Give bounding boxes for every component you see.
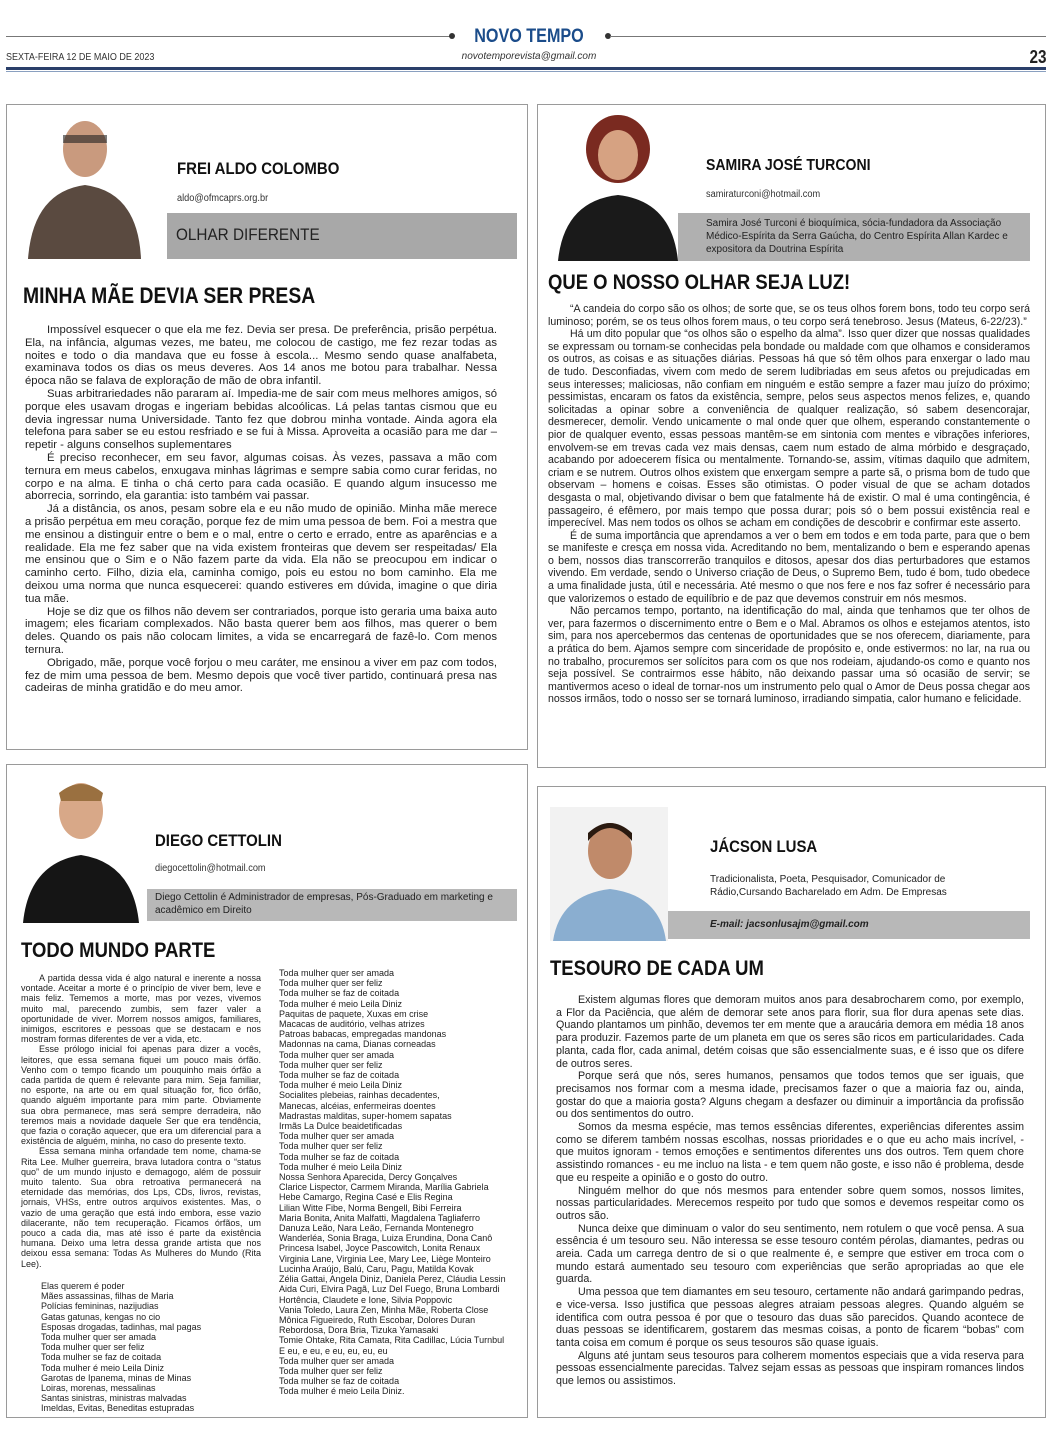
paragraph: Impossível esquecer o que ela me fez. Devia ser presa. De preferência, prisão perpétua. Ela, na infância, algumas vezes, me bateu, me colocou de castigo, me fez rezar todas as noites e todo o dia mandava que eu fosse à escola... Mesmo sendo quase analfabeta, examinava todos os dias os meus deveres. Aos 14 anos me botou para trabalhar. Nessa época não se falava de exploração de mão de obra infantil. xyxy=(25,324,497,388)
paragraph: Porque será que nós, seres humanos, pensamos que todos temos que ser iguais, que precisamos nos formar com a mesma idade, precisamos fazer o que a maioria faz ou, ainda, gostar do que a maioria gosta? Alguns chegam a desfazer ou diminuir a importância da profissão ou dos sentimentos do outro. xyxy=(556,1070,1024,1121)
lyric-line: Mães assassinas, filhas de Maria xyxy=(41,1291,174,1302)
lyric-line: Madonnas na cama, Dianas corneadas xyxy=(279,1039,436,1050)
lyric-line: Clarice Lispector, Carmem Miranda, Marília Gabriela xyxy=(279,1182,489,1193)
lyric-line: Toda mulher quer ser feliz xyxy=(279,1141,383,1152)
lyric-line: Princesa Isabel, Joyce Pascowitch, Lonita Renaux xyxy=(279,1243,481,1254)
author-photo xyxy=(550,807,668,941)
lyric-line: Imeldas, Evitas, Beneditas estupradas xyxy=(41,1403,195,1414)
lyric-line: Toda mulher quer ser feliz xyxy=(279,978,383,989)
issue-date: SEXTA-FEIRA 12 DE MAIO DE 2023 xyxy=(6,52,155,63)
paragraph: Existem algumas flores que demoram muitos anos para desabrocharem como, por exemplo, a Flor da Paciência, que além de demorar sete anos para florir, sua flor dura apenas sete dias. Quando plantamos um pinhão, devemos ter em mente que a araucária demora em média 18 anos para produzir. Fazemos parte de um planeta em que os seres são ricos em particularidades. Cada planta, cada flor, cada animal, detém coisas que são essencialmente suas, e é isso que os difere de outros seres. xyxy=(556,994,1024,1070)
author-bio: Samira José Turconi é bioquímica, sócia-fundadora da Associação Médico-Espírita da Serra Gaúcha, do Centro Espírita Allan Kardec e expositora da Doutrina Espírita xyxy=(706,218,1008,255)
lyric-line: Toda mulher quer ser amada xyxy=(41,1331,157,1342)
author-bio-bar xyxy=(147,889,517,921)
column-name-bar xyxy=(167,213,517,259)
lyric-line: Mônica Figueiredo, Ruth Escobar, Dolores Duran xyxy=(279,1314,476,1325)
page-number: 23 xyxy=(1029,47,1047,67)
lyric-line: Patroas babacas, empregadas mandonas xyxy=(279,1029,447,1040)
author-email[interactable]: aldo@ofmcaprs.org.br xyxy=(177,193,269,204)
article-jacson xyxy=(537,786,1046,1418)
column-name: OLHAR DIFERENTE xyxy=(176,225,320,244)
lyric-line: Socialites plebeias, rainhas decadentes, xyxy=(279,1090,440,1101)
lyric-line: Hebe Camargo, Regina Casé e Elis Regina xyxy=(279,1192,453,1203)
header-divider xyxy=(6,67,1046,70)
lyric-line: E eu, e eu, e eu, eu, eu, eu xyxy=(279,1345,388,1356)
lyric-line: Toda mulher é meio Leila Diniz. xyxy=(279,1386,405,1397)
lyric-line: Madrastas malditas, super-homem sapatas xyxy=(279,1110,452,1121)
lyrics-left xyxy=(21,1281,261,1414)
lyric-line: Esposas drogadas, tadinhas, mal pagas xyxy=(41,1321,202,1332)
article-body-left xyxy=(21,973,261,1414)
paragraph: Essa semana minha orfandade tem nome, chama-se Rita Lee. Mulher guerreira, brava lutadora contra o “status quo” de um mundo injusto e demagogo, além de possuir muito talento. Sua obra retroativa permanecerá na eternidade das memórias, dos Lps, CDs, livros, revistas, jornais, VHSs, entre outros arquivos existentes. Mas, o vazio de uma geração que está indo embora, esse vazio dilacerante, não tem recuperação. Ficamos órfãos, um pouco a cada dia, mas até isso é parte da existência humana. Deixo uma letra dessa grande artista que nos deixou essa semana: Todas As Mulheres do Mundo (Rita Lee). xyxy=(21,1146,261,1269)
author-bio: Diego Cettolin é Administrador de empresas, Pós-Graduado em marketing e acadêmico em Direito xyxy=(155,892,493,916)
lyric-line: Lilian Witte Fibe, Norma Bengell, Bibi Ferreira xyxy=(279,1202,462,1213)
lyric-line: Toda mulher quer ser feliz xyxy=(279,1365,383,1376)
lyric-line: Garotas de Ipanema, minas de Minas xyxy=(41,1372,192,1383)
lyric-line: Rebordosa, Dora Bria, Tizuka Yamasaki xyxy=(279,1325,439,1336)
lyric-line: Toda mulher quer ser feliz xyxy=(41,1342,145,1353)
masthead: NOVO TEMPO xyxy=(474,26,584,47)
paragraph: Uma pessoa que tem diamantes em seu tesouro, certamente não andará garimpando pedras, e vice-versa. Isso justifica que pessoas alegres atraiam pessoas alegres. Quando alguém se identifica com outra pessoa é por que o tesouro das duas são parecidos. Quando acontece de duas pessoas se identificarem, gostarem das mesmas coisas, a ponto de ficarem “bobas” com tanta coisa em comum é porque os seus tesouros são quase iguais. xyxy=(556,1286,1024,1349)
lyric-line: Toda mulher quer ser feliz xyxy=(279,1059,383,1070)
lyric-line: Santas sinistras, ministras malvadas xyxy=(41,1393,187,1404)
lyric-line: Polícias femininas, nazijudias xyxy=(41,1301,159,1312)
article-frei-aldo xyxy=(6,104,528,750)
lyric-line: Toda mulher se faz de coitada xyxy=(41,1352,162,1363)
author-name: JÁCSON LUSA xyxy=(710,837,818,856)
lyric-line: Loiras, morenas, messalinas xyxy=(41,1382,156,1393)
author-email[interactable]: diegocettolin@hotmail.com xyxy=(155,863,266,874)
article-body xyxy=(556,994,1024,1388)
lyric-line: Paquitas de paquete, Xuxas em crise xyxy=(279,1008,429,1019)
author-name: SAMIRA JOSÉ TURCONI xyxy=(706,157,871,174)
lyric-line: Toda mulher se faz de coitada xyxy=(279,988,400,999)
article-body xyxy=(548,303,1030,706)
author-name: FREI ALDO COLOMBO xyxy=(177,159,340,178)
paragraph: É de suma importância que aprendamos a ver o bem em todos e em toda parte, para que o bem se manifeste e cresça em nossa vida. Acreditando no bem, mentalizando o bem e esperando apenas o bem, nossos dias transcorrerão tranquilos e ditosos, apesar dos dias perturbadores que estamos vivendo. Em verdade, sendo o Universo criação de Deus, o Supremo Bem, tudo é bom, tudo obedece a uma finalidade justa, útil e necessária. Até mesmo o que nos fere e nos faz sofrer é necessário para que valorizemos o estado de equilíbrio e de paz que devemos construir em nós mesmos. xyxy=(548,529,1030,605)
lyric-line: Toda mulher é meio Leila Diniz xyxy=(279,1161,403,1172)
lyric-line: Toda mulher é meio Leila Diniz xyxy=(279,1080,403,1091)
lyric-line: Toda mulher quer ser amada xyxy=(279,968,395,978)
article-diego xyxy=(6,764,528,1418)
paragraph: Obrigado, mãe, porque você forjou o meu caráter, me ensinou a viver em paz com todos, fez de mim uma pessoa de bem. Mesmo depois que você tiver partido, continuará presa nas cadeiras de minha gratidão e do meu amor. xyxy=(25,656,497,695)
lyric-line: Lucinha Araújo, Balú, Caru, Pagu, Matilda Kovak xyxy=(279,1263,474,1274)
author-email-bar xyxy=(668,911,1030,939)
author-photo xyxy=(21,771,141,923)
lyric-line: Danuza Leão, Nara Leão, Fernanda Montenegro xyxy=(279,1223,474,1234)
lyric-line: Gatas gatunas, kengas no cio xyxy=(41,1311,161,1322)
paragraph: Suas arbitrariedades não pararam aí. Impedia-me de sair com meus melhores amigos, só porque eles usavam drogas e ingeriam bebidas alcoólicas. Lá pelas tantas cismou que eu devia ingressar numa Universidade. Tanto fez que dobrou minha vontade. Ainda agora ela telefona para saber se eu estou resfriado e se fui à Missa. Aproveita a ocasião para me dar – repetir - alguns conselhos suplementares xyxy=(25,387,497,452)
paragraph: Já a distância, os anos, pesam sobre ela e eu não mudo de opinião. Minha mãe merece a prisão perpétua em meu coração, porque fez de mim uma pessoa de bem. Foi a mestra que me ensinou a distinguir entre o bem e o mal, entre o certo e errado, entre as aparências e a realidade. Ela me fez saber que na vida existem fronteiras que devem ser respeitadas/ Ela me ensinou que o Sim e o Não fazem parte da vida. Ela não se preocupou em indicar o caminho certo. Filho, dizia ela, caminha comigo, pois eu estou no bom caminho. Ela me deixou uma norma que nunca esquecerei: quando estiveres em dúvida, imagine o que diria tua mãe. xyxy=(25,503,497,605)
paragraph: Ninguém melhor do que nós mesmos para entender sobre quem somos, nossos limites, nossas particularidades. Merecemos respeito por tudo que somos e devemos respeitar como os outros são. xyxy=(556,1184,1024,1222)
lyric-line: Manecas, alcéias, enfermeiras doentes xyxy=(279,1100,436,1111)
lyric-line: Virginia Lane, Virginia Lee, Mary Lee, Liège Monteiro xyxy=(279,1253,491,1264)
lyric-line: Toda mulher é meio Leila Diniz xyxy=(279,998,403,1009)
paragraph: A partida dessa vida é algo natural e inerente a nossa vontade. Aceitar a morte é o princípio de viver bem, leve e mais feliz. Tememos a morte, mas por vezes, vivemos muito mal, parecendo zumbis, sem fazer valer a oportunidade de viver. Morrem nossos amigos, familiares, inimigos, escritores e pessoas que se destacam e nos mostram formas diferentes de ver a vida, etc. xyxy=(21,973,261,1045)
lyric-line: Aida Curi, Elvira Pagã, Luz Del Fuego, Bruna Lombardi xyxy=(279,1284,500,1295)
author-email[interactable]: E-mail: jacsonlusajm@gmail.com xyxy=(710,919,869,930)
author-bio: Tradicionalista, Poeta, Pesquisador, Comunicador de Rádio,Cursando Bacharelado em Adm. De Empresas xyxy=(710,874,947,898)
paragraph: Há um dito popular que “os olhos são o espelho da alma”. Isso quer dizer que nossas qualidades se expressam ou tornam-se conhecidas pela bondade ou maldade com que olhamos e consideramos os outros, as coisas e as situações diárias. Pessoas há que só têm olhos para enxergar o lado mau de tudo. Desconfiadas, vivem com medo de serem ludibriadas em seus afetos ou prejudicadas em seus interesses; maliciosas, não confiam em ninguém e estão sempre a fazer mau juízo do próximo; pessimistas, encaram os fatos da existência, sempre, pelos seus aspectos menos felizes, e, quando solicitadas a opinar sobre a conveniência de qualquer realização, só sabem desencorajar, desmerecer, demolir. Vendo unicamente o mal onde quer que olhem, esperando constantemente o pior de qualquer evento, essas pessoas mantêm-se em sintonia com mentes e vibrações inferiores, envolvem-se em trevas cada vez mais densas, caem num estado de alma mórbido e desgraçado, acabando por adoecerem física ou mentalmente. Tornando-se, assim, vítimas daquilo que admitem, criam e se nutrem. Outros olhos existem que enxergam sempre a parte sã, o prisma bom de tudo que observam – homens e coisas. Esses são otimistas. O poder visual de que se acham dotados desgasta o mal, objetivando divisar o bem que fatalmente há de existir. O mal é uma contingência, é passageiro, é efêmero, por mais tempo que possa durar; pois só o bem possui existência real e imperecível. Mas nem todos os olhos se acham em condições de descobrir e confirmar este asserto. xyxy=(548,328,1030,530)
paragraph: Esse prólogo inicial foi apenas para dizer a vocês, leitores, que essa semana fiquei um pouco mais órfão. Venho com o tempo ficando um pouquinho mais órfão a cada partida de quem é relevante para mim. Seja familiar, no esporte, na arte ou em qual situação for, fico órfão, quando alguém importante para mim parte. Obviamente sua obra permanece, mas será sempre derradeira, não teremos mais a novidade daquele Ser que era tendência, que fazia o coração aquecer, que era um diferencial para a existência de alguém, minha, no caso do presente texto. xyxy=(21,1044,261,1147)
author-name: DIEGO CETTOLIN xyxy=(155,831,282,850)
lyric-line: Tomie Ohtake, Rita Camata, Rita Cadillac, Lúcia Turnbul xyxy=(279,1335,505,1346)
lyric-line: Toda mulher se faz de coitada xyxy=(279,1151,400,1162)
paragraph: Nunca deixe que diminuam o valor do seu sentimento, nem rotulem o que você pensa. A sua essência é um tesouro seu. Não interessa se esse tesouro contém pérolas, diamantes, pedras ou areia. Cada um carrega dentro de si o que realmente é, e sempre que estiver em troca com o mundo estará aumentado seu tesouro com experiências que serão apropriadas ao que ele guarda. xyxy=(556,1222,1024,1286)
lyric-line: Zélia Gattai, Angela Diniz, Daniela Perez, Cláudia Lessin xyxy=(279,1274,506,1285)
lyric-line: Hortência, Claudete e Ione, Silvia Poppovic xyxy=(279,1294,453,1305)
paragraph: Alguns até juntam seus tesouros para colherem momentos especiais que a vida reserva para pessoas essencialmente parecidas. Talvez sejam essas as pessoas que inspiram romances lindos que lemos ou assistimos. xyxy=(556,1349,1024,1388)
lyric-line: Toda mulher quer ser amada xyxy=(279,1355,395,1366)
article-title: TESOURO DE CADA UM xyxy=(550,957,764,980)
article-title: MINHA MÃE DEVIA SER PRESA xyxy=(23,283,316,308)
author-bio-bar xyxy=(678,213,1030,261)
lyric-line: Toda mulher quer ser amada xyxy=(279,1049,395,1060)
lyric-line: Irmãs La Dulce beaidetificadas xyxy=(279,1121,403,1132)
lyric-line: Macacas de auditório, velhas atrizes xyxy=(279,1019,425,1030)
header-divider xyxy=(6,71,1046,72)
lyric-line: Toda mulher quer ser amada xyxy=(279,1131,395,1142)
paragraph: Hoje se diz que os filhos não devem ser contrariados, porque isto geraria uma baixa auto imagem; eles ficariam complexados. Não basta querer bem aos filhos, mas querer o bem deles. Quando os pais não colocam limites, a vida se encarregará de fazê-lo. Com menos ternura. xyxy=(25,605,497,656)
article-title: TODO MUNDO PARTE xyxy=(21,939,216,962)
author-photo xyxy=(554,109,682,261)
lyric-line: Elas querem é poder xyxy=(41,1280,125,1291)
lyrics-right xyxy=(279,968,519,1397)
lyric-line: Maria Bonita, Anita Malfatti, Magdalena Tagliaferro xyxy=(279,1212,480,1223)
lyric-line: Wanderléa, Sonia Braga, Luiza Erundina, Dona Canô xyxy=(279,1233,493,1244)
article-title: QUE O NOSSO OLHAR SEJA LUZ! xyxy=(548,271,851,294)
paragraph: “A candeia do corpo são os olhos; de sorte que, se os teus olhos forem bons, todo teu corpo será luminoso; porém, se os teus olhos forem maus, o teu corpo será tenebroso. Jesus (Mateus, 6-22/23).” xyxy=(548,303,1030,328)
article-samira xyxy=(537,104,1046,768)
author-email[interactable]: samiraturconi@hotmail.com xyxy=(706,189,821,200)
lyric-line: Nossa Senhora Aparecida, Dercy Gonçalves xyxy=(279,1172,458,1183)
paragraph: Somos da mesma espécie, mas temos essências diferentes, experiências diferentes assim como se diferem também nossas escolhas, nossas prioridades e o que eu acho mais incrível, - que muitos ignoram - temos emoções e sentimentos diferentes uns dos outros. Tem quem chore assistindo romances - eu me incluo na lista - e tem quem não goste, e isso não é problema, desde que eu respeite a opinião e o gosto do outro. xyxy=(556,1121,1024,1184)
article-body xyxy=(25,324,497,695)
paragraph: Não percamos tempo, portanto, na identificação do mal, ainda que tenhamos que ter olhos de ver, para fazermos o discernimento entre o Bem e o Mal. Abramos os olhos e estejamos atentos, isto sim, para nos apercebermos das centenas de oportunidades que se nos oferecem, diariamente, para a prática do bem. Ajamos sempre com sinceridade de propósito e, onde estivermos: no lar, na rua ou no trabalho, procuremos ser solícitos para com os que nos rodeiam, ajudando-os como e quanto nos seja possível. Se contrairmos esse hábito, não deixando passar uma só ocasião de servir; se mantivermos aceso o ideal de tornar-nos um instrumento pelo qual o Amor de Deus possa chegar aos nossos irmãos, todo o nosso ser se tornará luminoso, irradiando simpatia, calor humano e felicidade. xyxy=(548,605,1030,706)
paragraph: É preciso reconhecer, em seu favor, algumas coisas. Às vezes, passava a mão com ternura em meus cabelos, enxugava minhas lágrimas e sempre sabia como curar feridas, no corpo e na alma. E tinha o chá certo para cada ocasião. E quando algum insucesso me aborrecia, sorrindo, ela garantia: isto também vai passar. xyxy=(25,451,497,503)
newspaper-email: novotemporevista@gmail.com xyxy=(461,51,597,62)
lyric-line: Toda mulher se faz de coitada xyxy=(279,1376,400,1387)
author-photo xyxy=(23,107,143,259)
lyric-line: Toda mulher se faz de coitada xyxy=(279,1070,400,1081)
lyric-line: Vania Toledo, Laura Zen, Minha Mãe, Roberta Close xyxy=(279,1304,489,1315)
lyric-line: Toda mulher é meio Leila Diniz xyxy=(41,1362,165,1373)
